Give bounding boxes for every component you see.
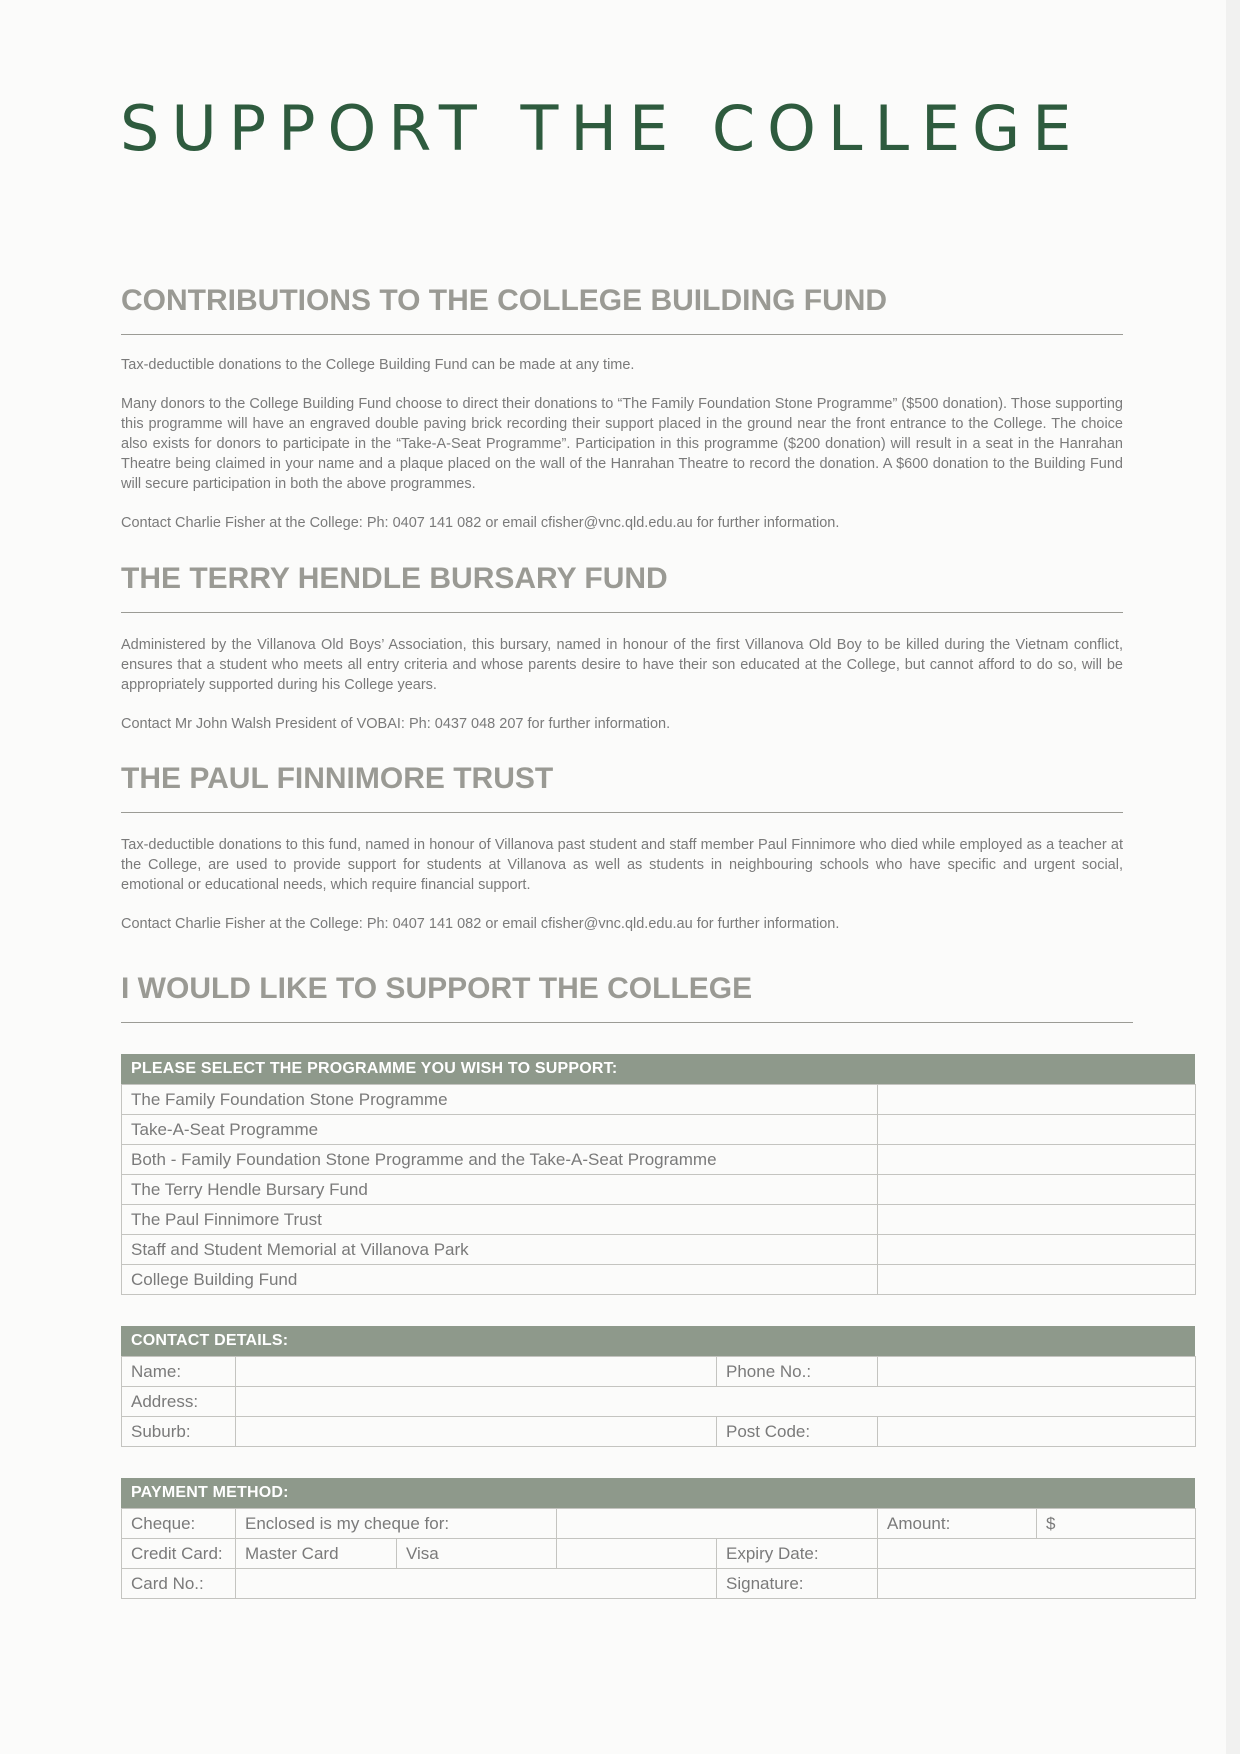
programme-row [122, 1085, 1196, 1115]
suburb-label: Suburb: [122, 1417, 236, 1447]
building-fund-heading: CONTRIBUTIONS TO THE COLLEGE BUILDING FUND [121, 284, 888, 317]
expiry-field[interactable] [878, 1539, 1196, 1569]
section-divider [121, 334, 1123, 335]
postcode-label: Post Code: [717, 1417, 878, 1447]
suburb-field[interactable] [236, 1417, 717, 1447]
programme-label: The Terry Hendle Bursary Fund [122, 1175, 878, 1205]
card-type-blank[interactable] [557, 1539, 717, 1569]
master-card-option[interactable]: Master Card [236, 1539, 397, 1569]
building-fund-details: Many donors to the College Building Fund choose to direct their donations to “The Family Foundation Stone Programme” ($500 donation). Those supporting this programme will have an engraved double paving brick recording their support placed in the ground near the front entrance to the College. The choice also exists for donors to participate in the “Take-A-Seat Programme”. Participation in this programme ($200 donation) will result in a seat in the Hanrahan Theatre being claimed in your name and a plaque placed on the wall of the Hanrahan Theatre to record the donation. A $600 donation to the Building Fund will secure participation in both the above programmes. [121, 396, 1123, 492]
payment-row [122, 1539, 1196, 1569]
programme-label: Staff and Student Memorial at Villanova Park [122, 1235, 878, 1265]
programme-row [122, 1175, 1196, 1205]
contact-row [122, 1387, 1196, 1417]
programme-label: Both - Family Foundation Stone Programme and the Take-A-Seat Programme [122, 1145, 878, 1175]
cheque-text: Enclosed is my cheque for: [236, 1509, 557, 1539]
contact-details-header: CONTACT DETAILS: [121, 1326, 1195, 1356]
programme-select-box[interactable] [878, 1265, 1196, 1295]
expiry-label: Expiry Date: [717, 1539, 878, 1569]
phone-field[interactable] [878, 1357, 1196, 1387]
name-label: Name: [122, 1357, 236, 1387]
programme-select-box[interactable] [878, 1115, 1196, 1145]
programme-select-box[interactable] [878, 1235, 1196, 1265]
visa-option[interactable]: Visa [397, 1539, 557, 1569]
building-fund-intro: Tax-deductible donations to the College Building Fund can be made at any time. [121, 357, 635, 373]
address-field[interactable] [236, 1387, 1196, 1417]
support-section [121, 972, 1133, 1023]
section-divider [121, 1022, 1133, 1023]
programme-row [122, 1115, 1196, 1145]
signature-label: Signature: [717, 1569, 878, 1599]
trust-description: Tax-deductible donations to this fund, named in honour of Villanova past student and staff member Paul Finnimore who died while employed as a teacher at the College, are used to provide support for students at Villanova as well as students in neighbouring schools who have specific and urgent social, emotional or educational needs, which require financial support. [121, 837, 1123, 893]
programme-selection-header: PLEASE SELECT THE PROGRAMME YOU WISH TO SUPPORT: [121, 1054, 1195, 1084]
card-number-field[interactable] [236, 1569, 717, 1599]
programme-label: The Family Foundation Stone Programme [122, 1085, 878, 1115]
payment-row [122, 1509, 1196, 1539]
building-fund-contact: Contact Charlie Fisher at the College: Ph: 0407 141 082 or email cfisher@vnc.qld.edu.au for further information. [121, 515, 840, 531]
programme-table [121, 1084, 1196, 1295]
trust-contact: Contact Charlie Fisher at the College: Ph: 0407 141 082 or email cfisher@vnc.qld.edu.au for further information. [121, 916, 840, 932]
payment-method-form [121, 1478, 1195, 1599]
programme-row [122, 1265, 1196, 1295]
contact-details-form [121, 1326, 1195, 1447]
contact-row [122, 1417, 1196, 1447]
programme-selection-form [121, 1054, 1195, 1295]
trust-heading: THE PAUL FINNIMORE TRUST [121, 762, 554, 795]
programme-row [122, 1235, 1196, 1265]
building-fund-section [121, 284, 1123, 533]
bursary-section [121, 562, 1123, 734]
payment-row [122, 1569, 1196, 1599]
support-heading: I WOULD LIKE TO SUPPORT THE COLLEGE [121, 972, 753, 1005]
programme-select-box[interactable] [878, 1085, 1196, 1115]
programme-select-box[interactable] [878, 1205, 1196, 1235]
bursary-heading: THE TERRY HENDLE BURSARY FUND [121, 562, 668, 595]
programme-select-box[interactable] [878, 1175, 1196, 1205]
address-label: Address: [122, 1387, 236, 1417]
name-field[interactable] [236, 1357, 717, 1387]
postcode-field[interactable] [878, 1417, 1196, 1447]
contact-table [121, 1356, 1196, 1447]
programme-label: College Building Fund [122, 1265, 878, 1295]
credit-card-label: Credit Card: [122, 1539, 236, 1569]
bursary-description: Administered by the Villanova Old Boys’ Association, this bursary, named in honour of the first Villanova Old Boy to be killed during the Vietnam conflict, ensures that a student who meets all entry criteria and whose parents desire to have their son educated at the College, but cannot afford to do so, will be appropriately supported during his College years. [121, 637, 1123, 693]
page-title: SUPPORT THE COLLEGE [120, 92, 1084, 165]
programme-label: Take-A-Seat Programme [122, 1115, 878, 1145]
cheque-amount-field[interactable] [557, 1509, 878, 1539]
contact-row [122, 1357, 1196, 1387]
programme-row [122, 1145, 1196, 1175]
section-divider [121, 612, 1123, 613]
programme-label: The Paul Finnimore Trust [122, 1205, 878, 1235]
payment-method-header: PAYMENT METHOD: [121, 1478, 1195, 1508]
programme-select-box[interactable] [878, 1145, 1196, 1175]
cheque-label: Cheque: [122, 1509, 236, 1539]
card-number-label: Card No.: [122, 1569, 236, 1599]
bursary-contact: Contact Mr John Walsh President of VOBAI: Ph: 0437 048 207 for further information. [121, 716, 671, 732]
amount-field[interactable]: $ [1037, 1509, 1196, 1539]
trust-section [121, 762, 1123, 934]
signature-field[interactable] [878, 1569, 1196, 1599]
phone-label: Phone No.: [717, 1357, 878, 1387]
amount-label: Amount: [878, 1509, 1037, 1539]
payment-table [121, 1508, 1196, 1599]
programme-row [122, 1205, 1196, 1235]
page-edge-shadow [1226, 0, 1240, 1754]
section-divider [121, 812, 1123, 813]
